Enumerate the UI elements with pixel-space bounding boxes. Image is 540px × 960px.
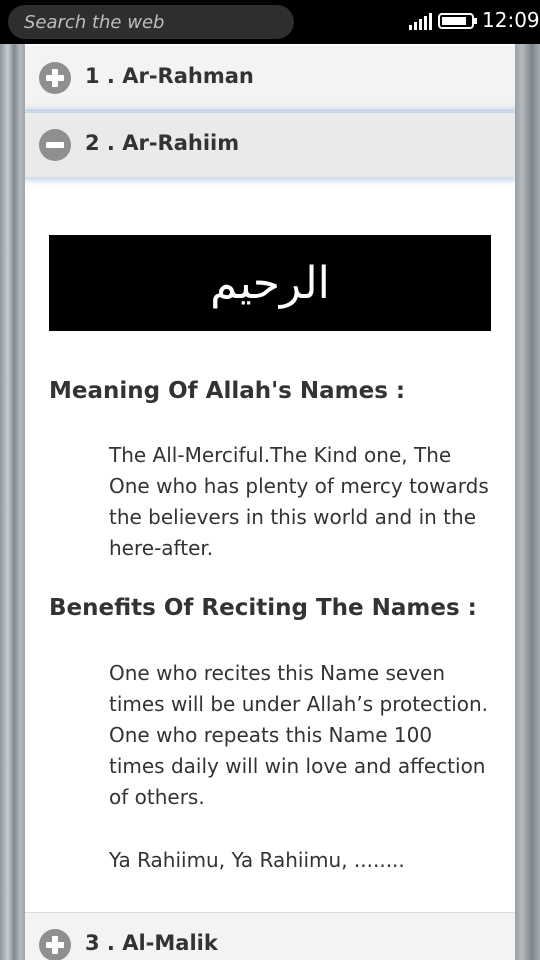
accordion-item-al-malik[interactable]	[25, 912, 515, 960]
arabic-name: الرحيم	[210, 257, 330, 309]
accordion-item-ar-rahiim[interactable]	[25, 112, 515, 178]
search-input[interactable]: Search the web	[24, 12, 165, 33]
accordion-item-label: 1 . Ar-Rahman	[85, 64, 254, 88]
arabic-name-banner	[49, 235, 491, 331]
recitation-text: Ya Rahiimu, Ya Rahiimu, ........	[109, 848, 405, 872]
meaning-text: The All-Merciful.The Kind one, The One who has plenty of mercy towards the believers in this world and in the here-after.	[109, 443, 489, 560]
accordion-item-label: 2 . Ar-Rahiim	[85, 131, 240, 155]
plus-circle-icon[interactable]	[39, 62, 71, 94]
meaning-heading: Meaning Of Allah's Names :	[49, 378, 406, 404]
content-panel	[25, 44, 515, 960]
accordion-item-ar-rahman[interactable]	[25, 46, 515, 111]
search-bar[interactable]	[8, 5, 294, 39]
minus-circle-icon[interactable]	[39, 129, 71, 161]
battery-icon	[438, 13, 478, 29]
signal-icon	[408, 12, 432, 30]
status-bar	[0, 0, 540, 44]
clock: 12:09	[482, 8, 540, 32]
benefits-heading: Benefits Of Reciting The Names :	[49, 595, 477, 621]
benefits-text: One who recites this Name seven times will be under Allah’s protection. One who repeats this Name 100 times daily will win love and affection of others.	[109, 661, 489, 809]
accordion-item-label: 3 . Al-Malik	[85, 931, 218, 955]
plus-circle-icon[interactable]	[39, 929, 71, 960]
